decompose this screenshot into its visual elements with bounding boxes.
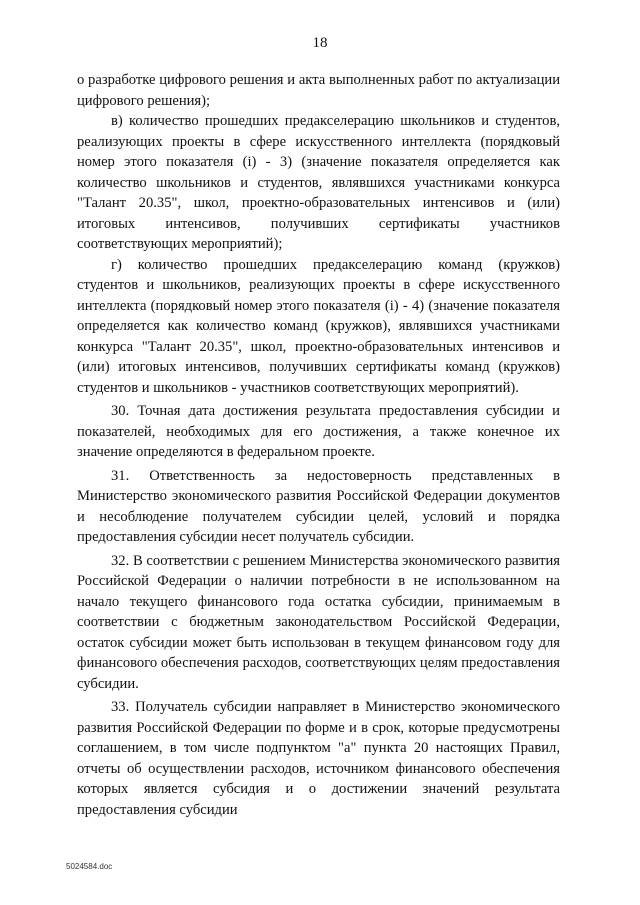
- paragraph-31: 31. Ответственность за недостоверность представленных в Министерство экономического развития Российской Федерации документов и несоблюдение получателем субсидии целей, условий и порядка предоставления субсидии несет получатель субсидии.: [77, 467, 560, 545]
- paragraph-item-v: в) количество прошедших предакселерацию школьников и студентов, реализующих проекты в сфере искусственного интеллекта (порядковый номер этого показателя (i) - 3) (значение показателя определяется как количество школьников и студентов, являвшихся участниками конкурса "Талант 20.35", школ, проектно-образовательных интенсивов и (или) итоговых интенсивов, получивших сертификаты участников соответствующих мероприятий);: [77, 113, 560, 252]
- paragraph-30: 30. Точная дата достижения результата предоставления субсидии и показателей, необходимых для его достижения, а также конечное их значение определяются в федеральном проекте.: [77, 403, 560, 460]
- footer-document-reference: 5024584.doc: [66, 862, 113, 871]
- paragraph-item-g: г) количество прошедших предакселерацию команд (кружков) студентов и школьников, реализующих проекты в сфере искусственного интеллекта (порядковый номер этого показателя (i) - 4) (значение показателя определяется как количество команд (кружков), являвшихся участниками конкурса "Талант 20.35", школ, проектно-образовательных интенсивов и (или) итоговых интенсивов, получивших сертификаты команд (кружков) студентов и школьников - участников соответствующих мероприятий).: [77, 256, 560, 396]
- paragraph-33: 33. Получатель субсидии направляет в Министерство экономического развития Российской Федерации по форме и в срок, которые предусмотрены соглашением, в том числе подпунктом "а" пункта 20 настоящих Правил, отчеты об осуществлении расходов, источником финансового обеспечения которых является субсидия и о достижении значений результата предоставления субсидии: [77, 699, 560, 818]
- paragraph-continuation: о разработке цифрового решения и акта выполненных работ по актуализации цифрового решения);: [77, 72, 560, 109]
- document-body: [77, 70, 560, 820]
- page-number: 18: [312, 35, 328, 51]
- paragraph-32: 32. В соответствии с решением Министерства экономического развития Российской Федерации о наличии потребности в не использованном на начало текущего финансового года остатка субсидии, принимаемым в соответствии с бюджетным законодательством Российской Федерации, остаток субсидии может быть использован в текущем финансовом году для финансового обеспечения расходов, соответствующих целям предоставления субсидии.: [77, 552, 560, 692]
